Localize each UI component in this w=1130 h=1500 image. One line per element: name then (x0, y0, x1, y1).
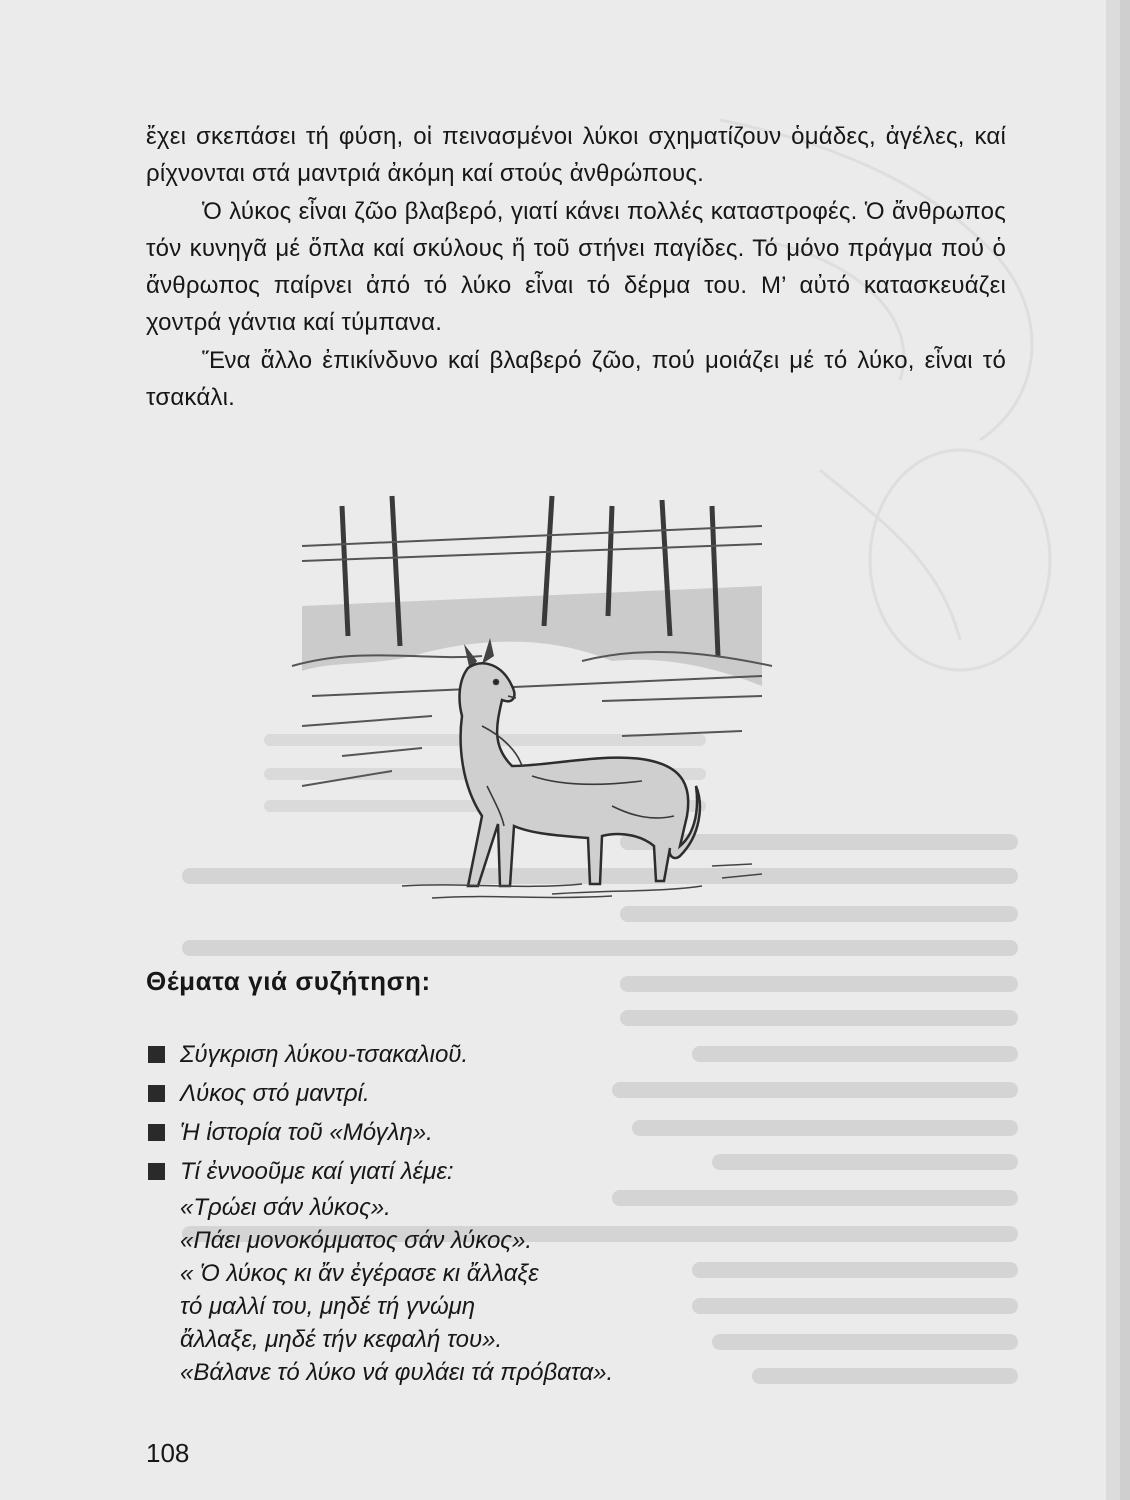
list-item (146, 1074, 846, 1113)
square-bullet-icon (148, 1085, 165, 1102)
list-item (146, 1035, 846, 1074)
saying-line: ἄλλαξε, μηδέ τήν κεφαλή του». (180, 1326, 503, 1353)
paragraph-wolf-harmful: Ὁ λύκος εἶναι ζῶο βλαβερό, γιατί κάνει πολλές καταστροφές. Ὁ ἄνθρωπος τόν κυνηγᾶ μέ ὅπλα καί σκύλους ἤ τοῦ στήνει παγίδες. Τό μόνο πράγμα πού ὁ ἄνθρωπος παίρνει ἀπό τό λύκο εἶναι τό δέρμα του. Μ’ αὐτό κατασκευάζει χοντρά γάντια καί τύμπανα. (146, 198, 1006, 336)
page-number: 108 (146, 1438, 190, 1468)
square-bullet-icon (148, 1124, 165, 1141)
saying-line: τό μαλλί του, μηδέ τή γνώμη (180, 1293, 476, 1320)
saying-line: « Ὁ λύκος κι ἄν ἐγέρασε κι ἄλλαξε (180, 1260, 539, 1287)
wolf-in-snowy-forest-illustration (282, 486, 782, 906)
list-item (146, 1152, 846, 1191)
topic-label: Ἡ ἱστορία τοῦ «Μόγλη». (180, 1119, 433, 1146)
square-bullet-icon (148, 1163, 165, 1180)
topic-label: Τί ἐννοοῦμε καί γιατί λέμε: (180, 1158, 454, 1185)
saying-line: «Τρώει σάν λύκος». (180, 1194, 391, 1221)
topic-label: Σύγκριση λύκου-τσακαλιοῦ. (180, 1041, 469, 1068)
paragraph-jackal: Ἕνα ἄλλο ἐπικίνδυνο καί βλαβερό ζῶο, πού μοιάζει μέ τό λύκο, εἶναι τό τσακάλι. (146, 347, 1006, 411)
discussion-title: Θέματα γιά συζήτηση: (146, 966, 431, 996)
paragraph-wolves-packs: ἔχει σκεπάσει τή φύση, οἱ πεινασμένοι λύκοι σχηματίζουν ὁμάδες, ἀγέλες, καί ρίχνονται στά μαντριά ἀκόμη καί στούς ἀνθρώπους. (146, 123, 1006, 187)
saying-line: «Πάει μονοκόμματος σάν λύκος». (180, 1227, 532, 1254)
saying-line: «Βάλανε τό λύκο νά φυλάει τά πρόβατα». (180, 1359, 614, 1386)
list-item (146, 1113, 846, 1152)
discussion-topics-list (146, 1035, 846, 1389)
body-text (146, 118, 1006, 416)
square-bullet-icon (148, 1046, 165, 1063)
topic-label: Λύκος στό μαντρί. (180, 1080, 370, 1107)
